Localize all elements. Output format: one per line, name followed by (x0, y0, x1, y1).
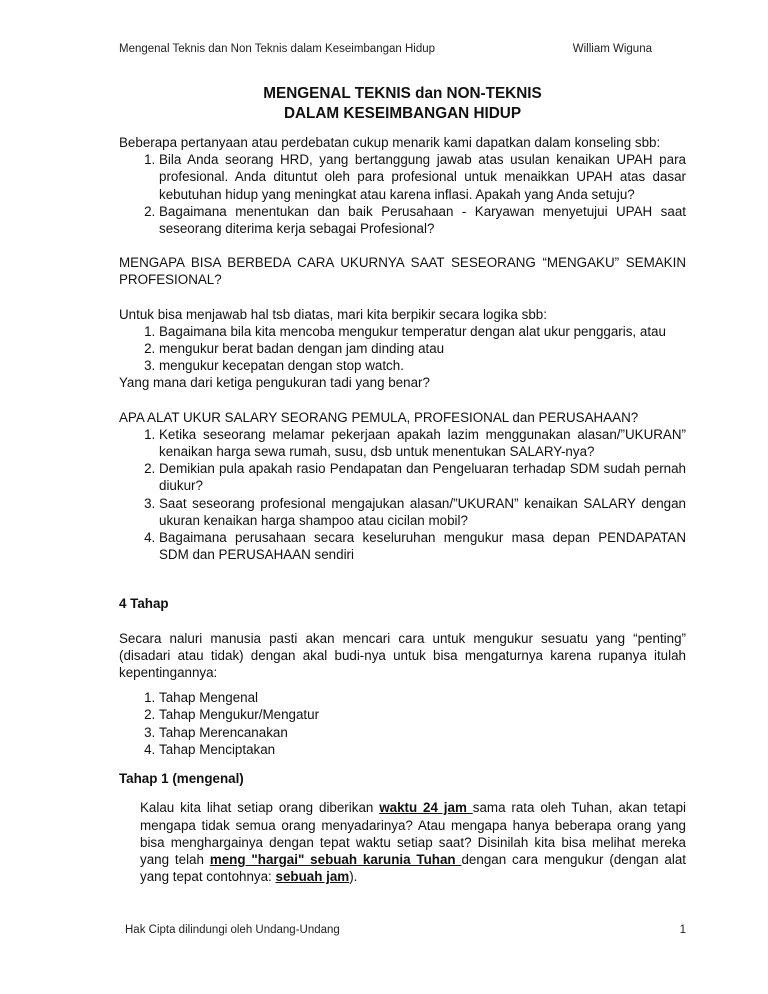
question-item: 1. Bila Anda seorang HRD, yang bertanggung jawab atas usulan kenaikan UPAH para profesional. Anda dituntut oleh para profesional untuk menaikkan UPAH atas dasar kebutuhan hidup yang meningkat atau karena inflasi. Apakah yang Anda setuju? (159, 151, 686, 203)
salary-item: 1. Ketika seseorang melamar pekerjaan apakah lazim menggunakan alasan/”UKURAN” kenaikan harga sewa rumah, susu, dsb untuk menentukan SALARY-nya? (159, 426, 686, 460)
footer-copyright: Hak Cipta dilindungi oleh Undang-Undang (125, 924, 340, 936)
tahap1-emphasis-2: meng "hargai" sebuah karunia Tuhan (209, 851, 462, 867)
title-line-1: MENGENAL TEKNIS dan NON-TEKNIS (263, 85, 542, 102)
tahap1-heading: Tahap 1 (mengenal) (119, 771, 244, 787)
logic-item: 3. mengukur kecepatan dengan stop watch. (159, 357, 686, 374)
title-line-2: DALAM KESEIMBANGAN HIDUP (283, 105, 522, 122)
tahap-item: 3. Tahap Merencanakan (159, 724, 686, 741)
page-number: 1 (679, 924, 686, 936)
tahap1-text-2: sama rata oleh Tuhan, akan tetapi mengapa tidak semua orang menyadarinya? Atau mengapa hanya beberapa orang yang bisa menghargainya dengan tepat waktu setiap saat? Disinilah kita bisa melihat mereka yang telah (140, 800, 687, 867)
logic-question: Yang mana dari ketiga pengukuran tadi yang benar? (119, 375, 430, 391)
salary-list (119, 426, 686, 564)
tahap-item: 4. Tahap Menciptakan (159, 741, 686, 758)
salary-item: 3. Saat seseorang profesional mengajukan alasan/”UKURAN” kenaikan SALARY dengan ukuran kenaikan harga shampoo atau cicilan mobil? (159, 495, 686, 529)
tahap1-emphasis-3: sebuah jam (275, 869, 350, 885)
page-header (119, 43, 652, 55)
logic-intro: Untuk bisa menjawab hal tsb diatas, mari kita berpikir secara logika sbb: (119, 306, 547, 322)
salary-heading: APA ALAT UKUR SALARY SEORANG PEMULA, PROFESIONAL dan PERUSAHAAN? (119, 409, 639, 425)
intro-paragraph: Beberapa pertanyaan atau perdebatan cukup menarik kami dapatkan dalam konseling sbb: (119, 135, 661, 150)
logic-list (119, 323, 686, 375)
salary-item: 4. Bagaimana perusahaan secara keseluruhan mengukur masa depan PENDAPATAN SDM dan PERUSAHAAN sendiri (159, 529, 686, 563)
tahap1-text-1: Kalau kita lihat setiap orang diberikan (140, 800, 380, 816)
page-footer (125, 924, 686, 936)
tahap1-emphasis-1: waktu 24 jam (379, 800, 473, 816)
tahap-heading: 4 Tahap (119, 596, 169, 612)
question-list (119, 151, 686, 237)
question-why: MENGAPA BISA BERBEDA CARA UKURNYA SAAT SESEORANG “MENGAKU” SEMAKIN PROFESIONAL? (119, 255, 686, 288)
tahap-list (119, 689, 686, 758)
document-body (119, 84, 686, 885)
header-author: William Wiguna (572, 43, 652, 55)
logic-item: 1. Bagaimana bila kita mencoba mengukur temperatur dengan alat ukur penggaris, atau (159, 323, 686, 340)
tahap-item: 2. Tahap Mengukur/Mengatur (159, 706, 686, 723)
document-title (119, 84, 686, 124)
header-doc-title: Mengenal Teknis dan Non Teknis dalam Keseimbangan Hidup (119, 43, 436, 55)
salary-item: 2. Demikian pula apakah rasio Pendapatan dan Pengeluaran terhadap SDM sudah pernah diukur? (159, 460, 686, 494)
logic-item: 2. mengukur berat badan dengan jam dinding atau (159, 340, 686, 357)
question-item: 2. Bagaimana menentukan dan baik Perusahaan - Karyawan menyetujui UPAH saat seseorang diterima kerja sebagai Profesional? (159, 203, 686, 237)
tahap1-paragraph (119, 799, 686, 885)
tahap1-text-4: ). (349, 869, 358, 885)
tahap1-text-3: dengan cara mengukur (dengan alat yang tepat contohnya: (140, 851, 686, 885)
tahap-item: 1. Tahap Mengenal (159, 689, 686, 706)
tahap-intro: Secara naluri manusia pasti akan mencari cara untuk mengukur sesuatu yang “penting” (disadari atau tidak) dengan akal budi-nya untuk bisa mengaturnya karena rupanya itulah kepentingannya: (119, 630, 686, 681)
